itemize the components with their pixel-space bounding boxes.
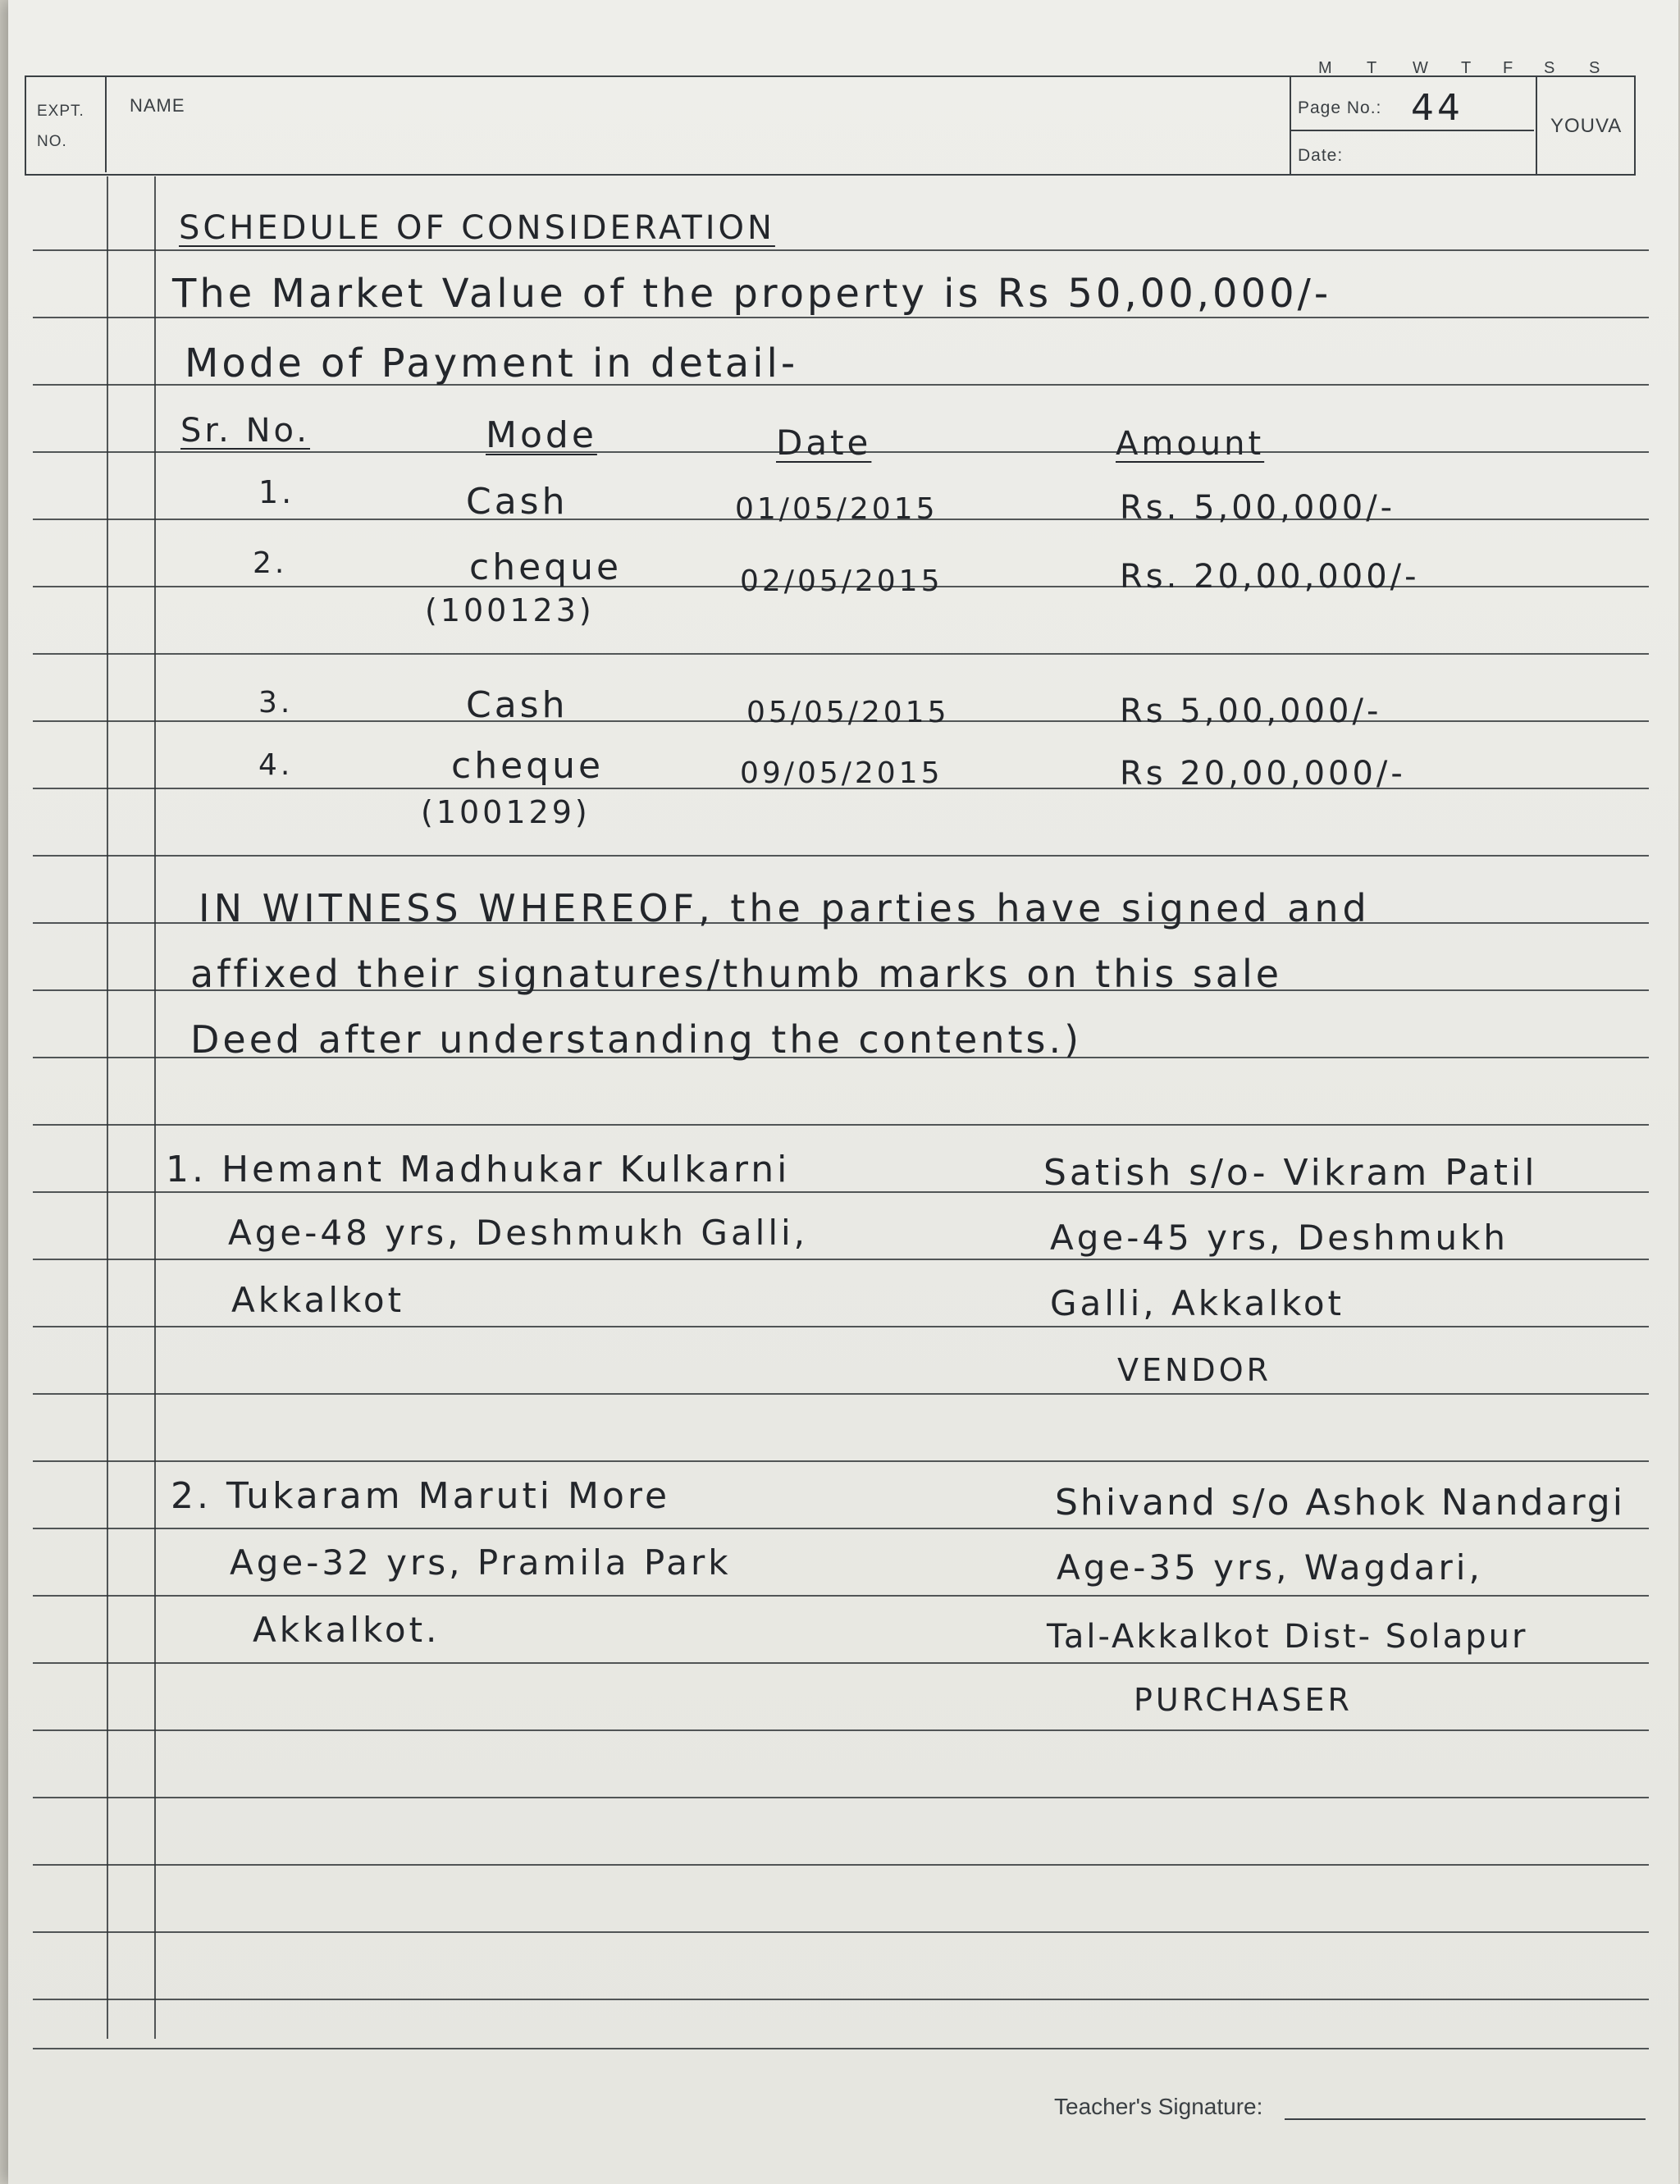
table-row-1-mode: Cash [466,481,568,523]
table-row-4-amount: Rs 20,00,000/- [1120,755,1406,793]
ruled-line [33,1999,1649,2000]
date-label: Date: [1298,146,1344,165]
ruled-line [33,855,1649,857]
ruled-line [33,1528,1649,1529]
party-1-vendor-name: Satish s/o- Vikram Patil [1043,1152,1538,1194]
table-row-4-date: 09/05/2015 [740,756,943,790]
table-row-4-mode: cheque [451,745,605,787]
ruled-line [33,1662,1649,1664]
week-day-w: W [1413,59,1428,77]
party-1-vendor-witness-name: 1. Hemant Madhukar Kulkarni [166,1149,791,1190]
ruled-line [33,1393,1649,1395]
party-2-purchaser-name: Shivand s/o Ashok Nandargi [1055,1482,1625,1524]
table-row-2-mode: cheque [469,546,623,588]
party-1-vendor-address: Age-45 yrs, Deshmukh [1050,1218,1509,1258]
teacher-signature-line[interactable] [1285,2118,1646,2120]
party-2-purchaser-witness-address: Age-32 yrs, Pramila Park [230,1542,732,1583]
notebook-page [8,0,1678,2184]
col-header-amount: Amount [1116,425,1265,463]
table-row-1-sr: 1. [258,474,295,510]
week-day-t: T [1367,59,1377,77]
ruled-line [33,1259,1649,1260]
table-row-4-cheque-no: (100129) [421,794,591,830]
ruled-line [33,1864,1649,1866]
ruled-line [33,317,1649,318]
party-2-purchaser-witness-city: Akkalkot. [253,1610,441,1650]
ruled-line [33,1729,1649,1731]
ruled-line [33,1931,1649,1933]
page-number: 44 [1411,87,1463,129]
teacher-signature-label: Teacher's Signature: [1054,2094,1263,2119]
purchaser-role-label: PURCHASER [1134,1682,1353,1718]
party-1-vendor-witness-address: Age-48 yrs, Deshmukh Galli, [228,1213,809,1253]
no-label: NO. [37,133,67,150]
party-1-vendor-witness-city: Akkalkot [231,1280,405,1320]
margin-line-inner [154,176,156,2039]
table-row-1-amount: Rs. 5,00,000/- [1120,489,1396,527]
ruled-line [33,1460,1649,1462]
week-day-s: S [1544,59,1555,77]
week-day-s2: S [1589,59,1600,77]
schedule-title: SCHEDULE OF CONSIDERATION [179,209,775,247]
party-1-vendor-city: Galli, Akkalkot [1050,1283,1345,1323]
table-row-3-mode: Cash [466,684,568,726]
name-label: NAME [130,95,185,116]
ruled-line [33,249,1649,251]
witness-line-2: affixed their signatures/thumb marks on this sale [190,952,1283,996]
ruled-line [33,653,1649,655]
expt-label: EXPT. [37,103,84,120]
page-no-label: Page No.: [1298,98,1382,117]
table-row-3-date: 05/05/2015 [746,696,950,729]
week-day-m: M [1318,59,1332,77]
ruled-line [33,1326,1649,1327]
table-row-2-date: 02/05/2015 [740,564,943,598]
week-day-t2: T [1461,59,1472,77]
table-row-2-amount: Rs. 20,00,000/- [1120,558,1420,596]
table-row-2-sr: 2. [253,546,288,580]
col-header-date: Date [776,423,872,463]
table-row-2-cheque-no: (100123) [425,592,595,628]
expt-divider [105,75,107,172]
table-row-3-amount: Rs 5,00,000/- [1120,692,1382,730]
page-date-divider [1290,130,1534,131]
margin-line-outer [107,176,108,2039]
ruled-line [33,1595,1649,1597]
week-day-f: F [1503,59,1513,77]
table-row-3-sr: 3. [258,686,294,720]
table-row-1-date: 01/05/2015 [735,492,938,526]
col-header-mode: Mode [486,414,597,456]
ruled-line [33,1797,1649,1798]
vendor-role-label: VENDOR [1117,1352,1272,1388]
ruled-line [33,1124,1649,1126]
ruled-line [33,2048,1649,2049]
col-header-sr-no: Sr. No. [180,412,310,450]
table-row-4-sr: 4. [258,748,294,782]
witness-line-1: IN WITNESS WHEREOF, the parties have signed and [199,886,1371,930]
party-2-purchaser-address: Age-35 yrs, Wagdari, [1057,1547,1483,1588]
payment-mode-line: Mode of Payment in detail- [185,340,799,386]
party-2-purchaser-district: Tal-Akkalkot Dist- Solapur [1047,1618,1528,1656]
witness-line-3: Deed after understanding the contents.) [190,1017,1083,1062]
brand-label: YOUVA [1550,115,1623,137]
market-value-line: The Market Value of the property is Rs 50,00,000/- [172,271,1332,317]
party-2-purchaser-witness-name: 2. Tukaram Maruti More [171,1475,671,1517]
